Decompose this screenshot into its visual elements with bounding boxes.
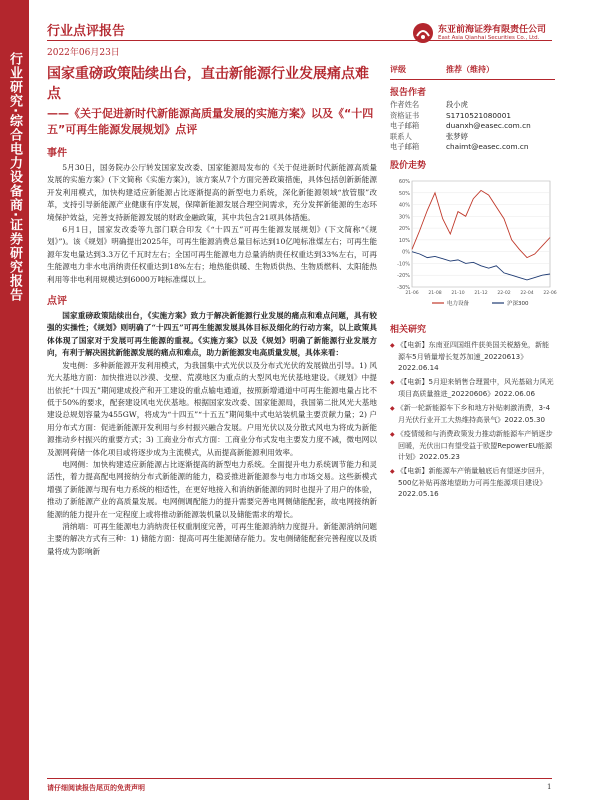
author-row bbox=[390, 100, 555, 111]
author-key: 联系人 bbox=[390, 131, 412, 141]
paragraph: 5月30日，国务院办公厅转发国家发改委、国家能源局发布的《关于促进新时代新能源高质量发展的实施方案》(下文简称《实施方案》)，该方案从7个方面完善政策措施，具体包括创新新能源开发利用模式，加快构建适应新能源占比逐渐提高的新型电力系统，深化新能源领域“放管服”改革，支持引导新能源产业健康有序发展，保障新能源发展合理空间需求，充分发挥新能源的生态环境保护效益，完善支持新能源发展的财政金融政策，其中共包含21项具体措施。 bbox=[47, 163, 377, 222]
related-item[interactable]: ◆ 《【电新】5月迎来销售合理置中，风光基础力风光项目高质量推进_20220606》2022.06.06 bbox=[390, 376, 555, 399]
related-list bbox=[390, 339, 555, 499]
x-tick-label: 22-04 bbox=[520, 290, 534, 296]
author-key: 资格证书 bbox=[390, 110, 420, 120]
section-heading-event: 事件 bbox=[47, 148, 67, 159]
paragraph: 国家重磅政策陆续出台，《实施方案》致力于解决新能源行业发展的痛点和难点问题，具有较强的实操性；《规划》则明确了“十四五”可再生能源发展具体目标及细化的行动方案，以上政策具体体现了国家对于发展可再生能源的重视。《实施方案》以及《规划》明确了新能源行业发展方向，有利于解决困扰新能源发展的痛点和难点，助力新能源发电高质量发展，具体来看： bbox=[47, 311, 377, 358]
author-value: 段小虎 bbox=[446, 100, 468, 109]
paragraph: 6月1日，国家发改委等九部门联合印发《“十四五”可再生能源发展规划》(下文简称“《规划》”)。该《规划》明确提出2025年，可再生能源消费总量目标达到10亿吨标准煤左右；可再生能源年发电量达到3.3万亿千瓦时左右；全国可再生能源电力总量消纳责任权重达到33%左右，可再生能源电力非水电消纳责任权重达到18%左右；地热能供暖、生物质供热、生物质燃料、太阳能热利用等非电利用规模达到6000万吨标准煤以上。 bbox=[47, 225, 377, 284]
x-tick-label: 21-08 bbox=[428, 290, 442, 296]
related-item[interactable]: ◆ 《【电新】新能源车产销量触底后有望逐步回升，500亿补贴再落地望助力可再生能源项目建设》2022.05.16 bbox=[390, 465, 555, 499]
related-item[interactable]: ◆ 《【电新】东南亚四国组件获美国关税豁免，新能源车5月销量增长复苏加速_20220613》2022.06.14 bbox=[390, 339, 555, 373]
y-tick-label: 50% bbox=[398, 190, 410, 197]
report-date: 2022年06月23日 bbox=[47, 48, 120, 58]
y-tick-label: 40% bbox=[398, 202, 410, 209]
footer-disclaimer[interactable]: 请仔细阅读报告尾页的免责声明 bbox=[47, 783, 145, 792]
section-heading-review: 点评 bbox=[47, 296, 67, 308]
company-name-cn: 东亚前海证券有限责任公司 bbox=[438, 25, 547, 35]
author-email[interactable]: duanxh@easec.com.cn bbox=[446, 121, 531, 131]
report-title: 国家重磅政策陆续出台，直击新能源行业发展痛点难点 bbox=[47, 66, 369, 102]
x-tick-label: 21-10 bbox=[451, 290, 465, 296]
page-number: 1 bbox=[547, 783, 552, 791]
related-heading: 相关研究 bbox=[390, 324, 427, 335]
author-list bbox=[390, 100, 555, 153]
y-tick-label: -10% bbox=[397, 261, 410, 268]
company-logo bbox=[412, 20, 557, 46]
report-subtitle: ——《关于促进新时代新能源高质量发展的实施方案》以及《“十四五”可再生能源发展规划》点评 bbox=[47, 107, 374, 136]
author-value: 张梦婷 bbox=[446, 131, 468, 141]
sidebar-info bbox=[390, 64, 555, 502]
sidebar-text: 行业研究·综合电力设备商·证券研究报告 bbox=[7, 52, 22, 302]
y-tick-label: 20% bbox=[398, 226, 410, 233]
paragraph: 消纳端：可再生能源电力消纳责任权重制度完善，可再生能源消纳力度提升。新能源消纳问题主要的解决方式有三种：1) 储能方面：提高可再生能源储存能力。发电侧储能配套完善程度以及质量将成为影响新 bbox=[47, 521, 377, 556]
x-tick-label: 21-12 bbox=[474, 290, 488, 296]
legend-label: 沪深300 bbox=[507, 300, 529, 307]
x-tick-label: 22-02 bbox=[497, 290, 511, 296]
sidebar bbox=[0, 0, 29, 800]
series-line bbox=[412, 190, 550, 257]
y-tick-label: 0% bbox=[402, 249, 410, 256]
author-key: 电子邮箱 bbox=[390, 121, 420, 131]
author-row bbox=[390, 111, 555, 122]
x-tick-label: 21-06 bbox=[405, 290, 419, 296]
y-tick-label: 30% bbox=[398, 214, 410, 221]
y-tick-label: 10% bbox=[398, 237, 410, 244]
author-row bbox=[390, 142, 555, 153]
author-value: S1710521080001 bbox=[446, 110, 511, 120]
report-type: 行业点评报告 bbox=[47, 24, 126, 39]
footer-divider bbox=[47, 778, 552, 779]
related-item[interactable]: ◆ 《疫情缓和与消费政策发力推动新能源车产销逐步回暖，光伏出口有望受益于欧盟RepowerEU能源计划》2022.05.23 bbox=[390, 428, 555, 462]
price-chart bbox=[390, 175, 555, 313]
author-key: 作者姓名 bbox=[390, 100, 420, 109]
company-name-en: East Asia Qianhai Securities Co., Ltd. bbox=[438, 35, 540, 41]
y-tick-label: -30% bbox=[397, 284, 410, 291]
y-tick-label: 60% bbox=[398, 178, 410, 185]
related-item[interactable]: ◆ 《新一轮新能源车下乡和地方补贴刺激消费，3-4月光伏行业开工大热维持高景气》2022.05.30 bbox=[390, 402, 555, 425]
analyst-heading: 报告作者 bbox=[390, 88, 427, 98]
author-row bbox=[390, 132, 555, 143]
plot-frame bbox=[412, 181, 550, 287]
y-tick-label: -20% bbox=[397, 273, 410, 280]
rating-row bbox=[390, 64, 555, 80]
legend-label: 电力设备 bbox=[447, 300, 470, 307]
author-key: 电子邮箱 bbox=[390, 142, 420, 152]
series-line bbox=[412, 252, 550, 280]
paragraph: 电网侧：加快构建适应新能源占比逐渐提高的新型电力系统。全面提升电力系统调节能力和灵活性，着力提高配电网接纳分布式新能源的能力，稳妥推进新能源参与电力市场交易。这些新模式增强了新能源与现有电力系统的相适性，在更好地接入和消纳新能源的同时也提升了用户的体验，推动了新能源产业的高质量发展。电网侧调配能力的提升需要完善电网侧储能配套，故电网接纳新能源的能力提升在一定程度上或将推动新能源装机量以及储能需求的增长。 bbox=[47, 459, 377, 519]
rating-value: 推荐（维持） bbox=[446, 65, 494, 74]
main-content bbox=[47, 64, 377, 558]
chart-heading: 股价走势 bbox=[390, 160, 427, 171]
paragraph: 发电侧：多种新能源开发利用模式，为我国集中式光伏以及分布式光伏的发展做出引导。1) 风光大基地方面：加快推进以沙漠、戈壁、荒漠地区为重点的大型风电光伏基地建设。《规划》中提出依托“十四五”期间建成投产和开工建设的重点输电通道，按照新增通道中可再生能源电量占比不低于50%的要求，配套建设风电光伏基地。根据国家发改委、国家能源局，我国第二批风光大基地建设总规划容量为455GW，将成为“十四五”“十五五”期间集中式电站装机量主要贡献力量；2) 户用分布式方面：促进新能源开发利用与乡村振兴融合发展。户用光伏以及分散式风电为将成为新能源推动乡村振兴的重要方式；3) 工商业分布式方面：工商业分布式发电主要发力度不减，微电网以及源网荷储一体化项目或将逐步成为主流模式，从而提高新能源利用效率。 bbox=[47, 360, 377, 457]
company-logo-icon bbox=[412, 22, 434, 44]
author-row bbox=[390, 121, 555, 132]
rating-label: 评级 bbox=[390, 65, 406, 74]
author-email[interactable]: chaimt@easec.com.cn bbox=[446, 142, 529, 152]
x-tick-label: 22-06 bbox=[543, 290, 557, 296]
